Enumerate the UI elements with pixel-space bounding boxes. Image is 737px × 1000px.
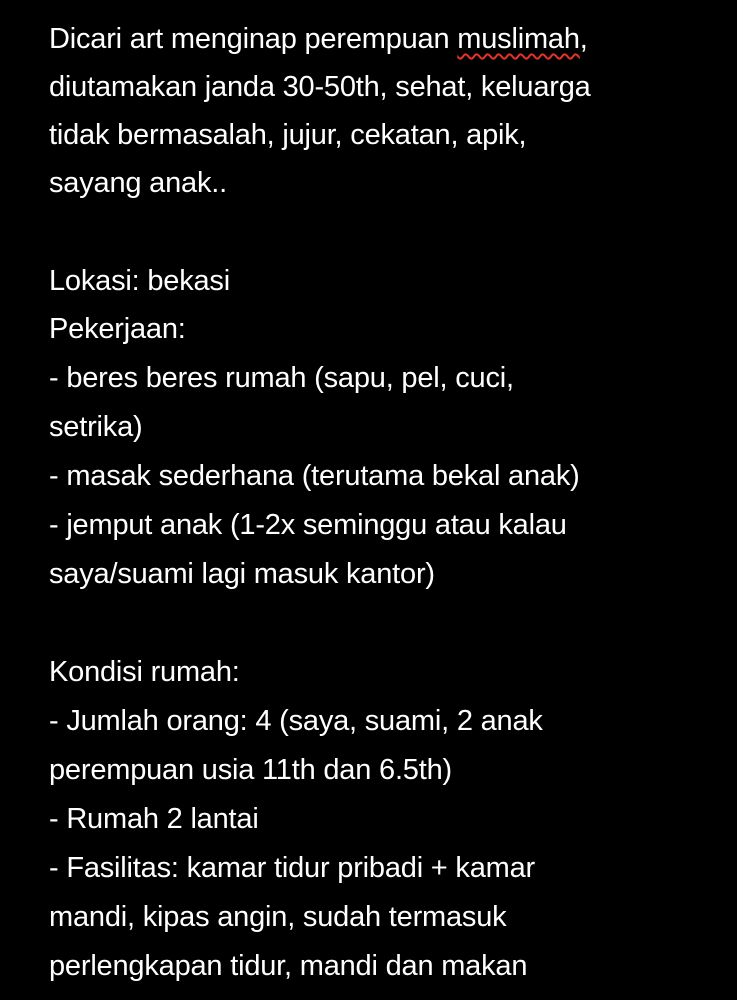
note-intro-comma: ,: [579, 23, 588, 55]
note-line-house-item: - Rumah 2 lantai: [49, 803, 259, 835]
note-line-house-item: perlengkapan tidur, mandi dan makan: [49, 950, 528, 982]
misspelled-word[interactable]: muslimah: [457, 23, 580, 55]
note-line-work-item: - beres beres rumah (sapu, pel, cuci,: [49, 362, 514, 394]
note-line-house-item: - Fasilitas: kamar tidur pribadi + kamar: [49, 852, 535, 884]
note-line-intro-1: [49, 22, 588, 56]
note-line-intro-2: diutamakan janda 30-50th, sehat, keluarga: [49, 71, 591, 103]
note-line-location: Lokasi: bekasi: [49, 265, 230, 297]
note-line-intro-3: tidak bermasalah, jujur, cekatan, apik,: [49, 119, 527, 151]
note-line-intro-4: sayang anak..: [49, 167, 227, 199]
note-intro-text: Dicari art menginap perempuan: [49, 23, 458, 55]
note-line-work-item: setrika): [49, 411, 143, 443]
note-line-house-item: - Jumlah orang: 4 (saya, suami, 2 anak: [49, 705, 543, 737]
note-line-work-heading: Pekerjaan:: [49, 313, 186, 345]
note-line-work-item: saya/suami lagi masuk kantor): [49, 558, 435, 590]
note-line-work-item: - jemput anak (1-2x seminggu atau kalau: [49, 509, 567, 541]
note-line-house-heading: Kondisi rumah:: [49, 656, 240, 688]
note-line-house-item: perempuan usia 11th dan 6.5th): [49, 754, 452, 786]
note-line-house-item: mandi, kipas angin, sudah termasuk: [49, 901, 507, 933]
note-line-work-item: - masak sederhana (terutama bekal anak): [49, 460, 580, 492]
